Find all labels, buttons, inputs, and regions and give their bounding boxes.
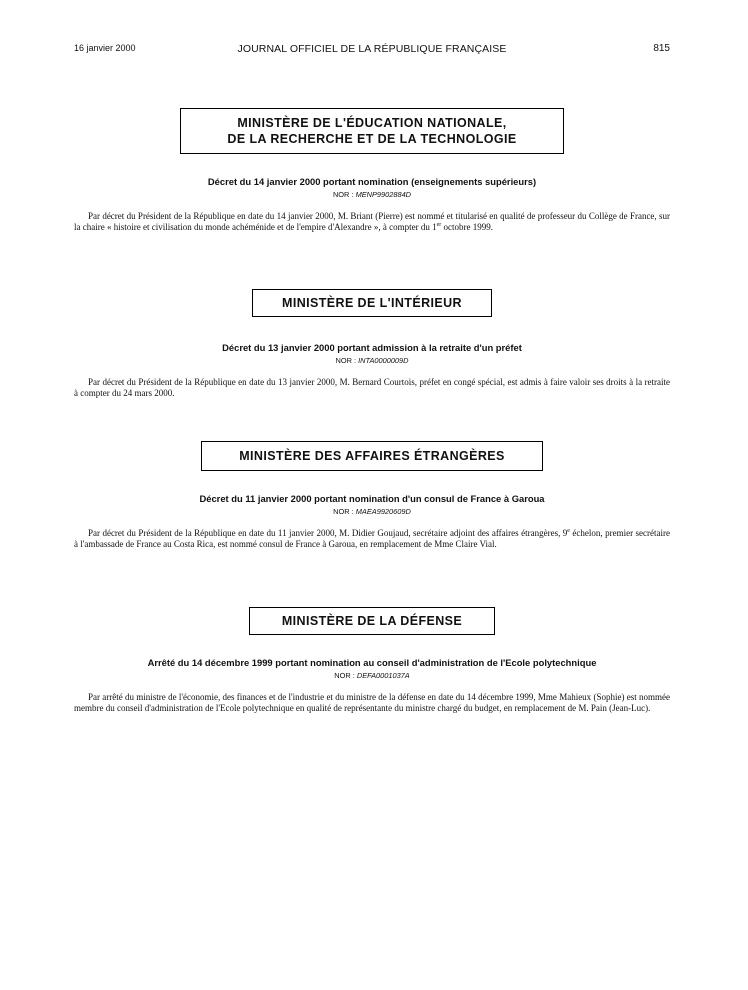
decree-text-end: échelon, premier secrétaire à l'ambassade de France au Costa Rica, est nommé consul de France à Garoua, en remplacement de Mme Claire Vial.	[74, 528, 670, 549]
decree-body	[74, 377, 670, 399]
ministry-title-line1: MINISTÈRE DES AFFAIRES ÉTRANGÈRES	[239, 449, 505, 463]
decree-title: Décret du 11 janvier 2000 portant nomination d'un consul de France à Garoua	[199, 493, 545, 504]
nor-reference	[74, 507, 670, 516]
nor-code: DEFA0001037A	[356, 671, 410, 680]
decree-title: Décret du 14 janvier 2000 portant nomination (enseignements supérieurs)	[207, 176, 537, 187]
decree-title: Décret du 13 janvier 2000 portant admission à la retraite d'un préfet	[222, 342, 522, 353]
decree-body	[74, 211, 670, 233]
decree-text-end: octobre 1999.	[441, 222, 494, 232]
nor-code: MAEA9920609D	[355, 507, 411, 516]
page-number: 815	[653, 43, 670, 54]
ministry-box	[180, 108, 564, 154]
nor-reference	[74, 190, 670, 199]
nor-label: NOR :	[333, 507, 354, 516]
ministry-title-line1: MINISTÈRE DE L'ÉDUCATION NATIONALE,	[237, 116, 507, 130]
ministry-title-line1: MINISTÈRE DE L'INTÉRIEUR	[282, 296, 462, 310]
nor-code: INTA0000009D	[358, 356, 409, 365]
section-interior	[74, 289, 670, 399]
section-defense	[74, 607, 670, 714]
nor-reference	[74, 671, 670, 680]
ministry-title-line2: DE LA RECHERCHE ET DE LA TECHNOLOGIE	[227, 132, 517, 146]
decree-title: Arrêté du 14 décembre 1999 portant nomination au conseil d'administration de l'Ecole polytechnique	[147, 657, 597, 668]
nor-reference	[74, 356, 670, 365]
ministry-box	[201, 441, 543, 471]
ministry-box	[249, 607, 495, 635]
journal-title: JOURNAL OFFICIEL DE LA RÉPUBLIQUE FRANÇAISE	[237, 43, 507, 55]
decree-body	[74, 528, 670, 550]
decree-body	[74, 692, 670, 714]
ministry-title-line1: MINISTÈRE DE LA DÉFENSE	[281, 614, 463, 628]
page-header	[74, 43, 670, 57]
section-foreign-affairs	[74, 441, 670, 550]
decree-text: Par décret du Président de la République en date du 14 janvier 2000, M. Briant (Pierre) est nommé et titularisé en qualité de professeur du Collège de France, sur la chaire « histoire et civilisation du monde achéménide et de l'empire d'Alexandre », à compter du 1	[74, 211, 670, 232]
nor-label: NOR :	[332, 190, 354, 199]
decree-text: Par décret du Président de la République en date du 13 janvier 2000, M. Bernard Courtois, préfet en congé spécial, est admis à faire valoir ses droits à la retraite à compter du 24 mars 2000.	[74, 377, 670, 398]
issue-date: 16 janvier 2000	[74, 43, 136, 53]
section-education	[74, 108, 670, 233]
nor-label: NOR :	[335, 356, 357, 365]
nor-code: MENP9902884D	[355, 190, 412, 199]
nor-label: NOR :	[334, 671, 355, 680]
decree-text-superscript: e	[567, 528, 570, 534]
ministry-box	[252, 289, 492, 317]
decree-text: Par décret du Président de la République en date du 11 janvier 2000, M. Didier Goujaud, secrétaire adjoint des affaires étrangères, 9	[88, 528, 568, 538]
decree-text: Par arrêté du ministre de l'économie, des finances et de l'industrie et du ministre de la défense en date du 14 décembre 1999, Mme Mahieux (Sophie) est nommée membre du conseil d'administration de l'Ecole polytechnique en qualité de représentante du ministre chargé du budget, en remplacement de M. Pain (Jean-Luc).	[74, 692, 670, 713]
decree-text-superscript: er	[436, 222, 442, 228]
